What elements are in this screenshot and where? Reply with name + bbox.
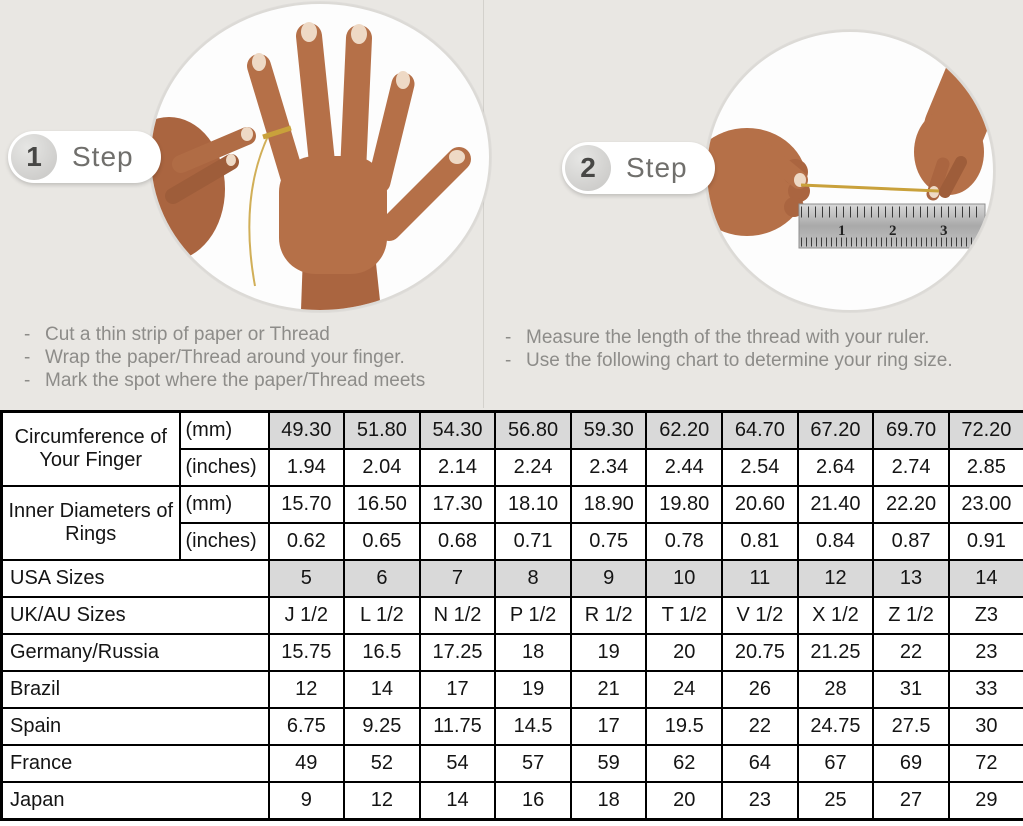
ruler-number: 2: [889, 223, 897, 239]
table-cell: 16.5: [344, 634, 420, 671]
table-cell: 14: [344, 671, 420, 708]
table-cell: 14: [420, 782, 496, 820]
table-cell: 21: [571, 671, 647, 708]
table-cell: V 1/2: [722, 597, 798, 634]
table-cell: 20: [646, 634, 722, 671]
fingernail: [226, 154, 236, 166]
table-cell: 69.70: [873, 412, 949, 450]
row-unit-label: (inches): [180, 523, 269, 560]
table-cell: 27.5: [873, 708, 949, 745]
table-cell: 57: [495, 745, 571, 782]
table-cell: 31: [873, 671, 949, 708]
table-cell: 2.64: [798, 449, 874, 486]
instruction-line: [505, 349, 953, 372]
table-cell: 14.5: [495, 708, 571, 745]
step1-number-circle: [11, 134, 57, 180]
table-cell: 19: [495, 671, 571, 708]
table-cell: 5: [269, 560, 345, 597]
table-cell: 49: [269, 745, 345, 782]
table-cell: 26: [722, 671, 798, 708]
table-cell: 2.85: [949, 449, 1023, 486]
hanging-thread: [249, 134, 269, 286]
row-label: France: [2, 745, 269, 782]
table-row: [2, 486, 1023, 523]
table-cell: 64: [722, 745, 798, 782]
instruction-line: [24, 323, 425, 346]
table-cell: 24: [646, 671, 722, 708]
step2-badge: [562, 142, 715, 194]
table-cell: 62: [646, 745, 722, 782]
table-cell: 67: [798, 745, 874, 782]
step1-photo-circle: [149, 2, 491, 312]
table-row: [2, 745, 1023, 782]
table-cell: 52: [344, 745, 420, 782]
bullet-dash: -: [505, 327, 512, 348]
table-cell: 20.75: [722, 634, 798, 671]
table-cell: N 1/2: [420, 597, 496, 634]
table-row: [2, 560, 1023, 597]
table-cell: 0.62: [269, 523, 345, 560]
table-cell: 69: [873, 745, 949, 782]
row-unit-label: (inches): [180, 449, 269, 486]
instruction-area: [0, 0, 1023, 410]
finger-shape: [309, 36, 323, 172]
table-cell: 15.75: [269, 634, 345, 671]
table-cell: 1.94: [269, 449, 345, 486]
thumb-shape: [389, 159, 459, 229]
table-cell: 20: [646, 782, 722, 820]
table-cell: 21.40: [798, 486, 874, 523]
table-cell: 56.80: [495, 412, 571, 450]
table-cell: 54: [420, 745, 496, 782]
table-cell: 22: [722, 708, 798, 745]
table-cell: R 1/2: [571, 597, 647, 634]
table-cell: X 1/2: [798, 597, 874, 634]
step2-label: Step: [626, 152, 688, 183]
fingernail: [449, 150, 465, 164]
bullet-dash: -: [24, 370, 31, 391]
table-cell: 11: [722, 560, 798, 597]
row-unit-label: (mm): [180, 486, 269, 523]
table-cell: 15.70: [269, 486, 345, 523]
table-cell: 2.14: [420, 449, 496, 486]
hand-with-thread-illustration: [151, 4, 489, 310]
size-table-body: [2, 412, 1023, 820]
table-cell: 0.75: [571, 523, 647, 560]
table-cell: 19: [571, 634, 647, 671]
table-cell: L 1/2: [344, 597, 420, 634]
table-cell: 27: [873, 782, 949, 820]
row-unit-label: (mm): [180, 412, 269, 450]
fingernail: [396, 71, 410, 89]
fingernail: [301, 22, 317, 42]
table-cell: 54.30: [420, 412, 496, 450]
table-cell: 0.71: [495, 523, 571, 560]
table-row: [2, 597, 1023, 634]
instruction-line: [24, 369, 425, 392]
table-cell: 12: [344, 782, 420, 820]
table-cell: 22: [873, 634, 949, 671]
finger-shape: [379, 84, 403, 182]
table-cell: 11.75: [420, 708, 496, 745]
table-cell: 18: [571, 782, 647, 820]
instruction-text: Mark the spot where the paper/Thread meets: [45, 370, 426, 391]
table-cell: 18.90: [571, 486, 647, 523]
table-cell: 59: [571, 745, 647, 782]
row-group-label: Circumference of Your Finger: [2, 412, 180, 487]
table-row: [2, 782, 1023, 820]
instruction-text: Wrap the paper/Thread around your finger.: [45, 347, 405, 368]
ruler-number: 1: [838, 223, 846, 239]
table-row: [2, 708, 1023, 745]
table-cell: 16: [495, 782, 571, 820]
table-cell: 17.30: [420, 486, 496, 523]
table-cell: 20.60: [722, 486, 798, 523]
table-cell: 10: [646, 560, 722, 597]
table-cell: 19.80: [646, 486, 722, 523]
table-cell: 0.65: [344, 523, 420, 560]
table-cell: 2.44: [646, 449, 722, 486]
step2-photo-circle: [705, 30, 995, 312]
row-label: Spain: [2, 708, 269, 745]
table-cell: 12: [269, 671, 345, 708]
table-cell: 17: [571, 708, 647, 745]
ruler-icon: [799, 204, 985, 248]
table-cell: 6: [344, 560, 420, 597]
table-cell: Z 1/2: [873, 597, 949, 634]
step2-number-circle: [565, 145, 611, 191]
table-cell: 22.20: [873, 486, 949, 523]
table-cell: 12: [798, 560, 874, 597]
fingernail: [252, 53, 266, 71]
instruction-text: Use the following chart to determine your ring size.: [526, 350, 953, 371]
table-cell: 0.84: [798, 523, 874, 560]
table-cell: 62.20: [646, 412, 722, 450]
row-label: UK/AU Sizes: [2, 597, 269, 634]
table-cell: 49.30: [269, 412, 345, 450]
step2-number: 2: [580, 152, 596, 183]
table-cell: P 1/2: [495, 597, 571, 634]
bullet-dash: -: [505, 350, 512, 371]
table-cell: 29: [949, 782, 1023, 820]
step2-instructions: [505, 326, 953, 372]
instruction-line: [505, 326, 953, 349]
table-cell: 72: [949, 745, 1023, 782]
bullet-dash: -: [24, 324, 31, 345]
table-cell: 64.70: [722, 412, 798, 450]
table-cell: 23.00: [949, 486, 1023, 523]
row-label: Japan: [2, 782, 269, 820]
table-cell: 59.30: [571, 412, 647, 450]
table-cell: 16.50: [344, 486, 420, 523]
table-cell: 13: [873, 560, 949, 597]
step1-instructions: [24, 323, 425, 392]
table-cell: 23: [949, 634, 1023, 671]
finger-shape: [353, 38, 359, 172]
instruction-line: [24, 346, 425, 369]
table-cell: 2.74: [873, 449, 949, 486]
table-cell: 17.25: [420, 634, 496, 671]
step1-badge: [8, 131, 161, 183]
table-cell: 2.54: [722, 449, 798, 486]
table-cell: 33: [949, 671, 1023, 708]
table-cell: 0.87: [873, 523, 949, 560]
table-row: [2, 634, 1023, 671]
table-cell: 14: [949, 560, 1023, 597]
table-cell: T 1/2: [646, 597, 722, 634]
bullet-dash: -: [24, 347, 31, 368]
table-cell: 67.20: [798, 412, 874, 450]
instruction-text: Measure the length of the thread with your ruler.: [526, 327, 930, 348]
table-cell: 2.24: [495, 449, 571, 486]
gold-thread: [801, 185, 939, 191]
row-group-label: Inner Diameters of Rings: [2, 486, 180, 560]
row-label: Germany/Russia: [2, 634, 269, 671]
table-cell: J 1/2: [269, 597, 345, 634]
table-cell: 0.91: [949, 523, 1023, 560]
table-cell: 8: [495, 560, 571, 597]
table-cell: 2.34: [571, 449, 647, 486]
ring-size-table: [0, 410, 1023, 821]
row-label: USA Sizes: [2, 560, 269, 597]
table-cell: 18.10: [495, 486, 571, 523]
row-label: Brazil: [2, 671, 269, 708]
table-cell: 0.78: [646, 523, 722, 560]
step1-number: 1: [26, 141, 42, 172]
table-cell: 19.5: [646, 708, 722, 745]
table-cell: 24.75: [798, 708, 874, 745]
table-cell: 72.20: [949, 412, 1023, 450]
table-cell: 6.75: [269, 708, 345, 745]
table-cell: 23: [722, 782, 798, 820]
table-cell: 9.25: [344, 708, 420, 745]
panel-divider: [483, 0, 484, 408]
ruler-measuring-illustration: [707, 32, 993, 310]
table-cell: 51.80: [344, 412, 420, 450]
table-cell: 0.81: [722, 523, 798, 560]
instruction-text: Cut a thin strip of paper or Thread: [45, 324, 330, 345]
table-cell: 0.68: [420, 523, 496, 560]
table-cell: 2.04: [344, 449, 420, 486]
table-row: [2, 671, 1023, 708]
table-cell: 18: [495, 634, 571, 671]
ruler-number: 3: [940, 223, 948, 239]
table-cell: 30: [949, 708, 1023, 745]
table-row: [2, 412, 1023, 450]
finger-shape: [259, 66, 293, 179]
table-cell: 7: [420, 560, 496, 597]
table-cell: 17: [420, 671, 496, 708]
table-cell: 28: [798, 671, 874, 708]
fingernail: [351, 24, 367, 44]
fingernail: [241, 127, 253, 141]
table-cell: Z3: [949, 597, 1023, 634]
table-cell: 25: [798, 782, 874, 820]
table-cell: 9: [571, 560, 647, 597]
step1-label: Step: [72, 141, 134, 172]
table-cell: 21.25: [798, 634, 874, 671]
table-cell: 9: [269, 782, 345, 820]
